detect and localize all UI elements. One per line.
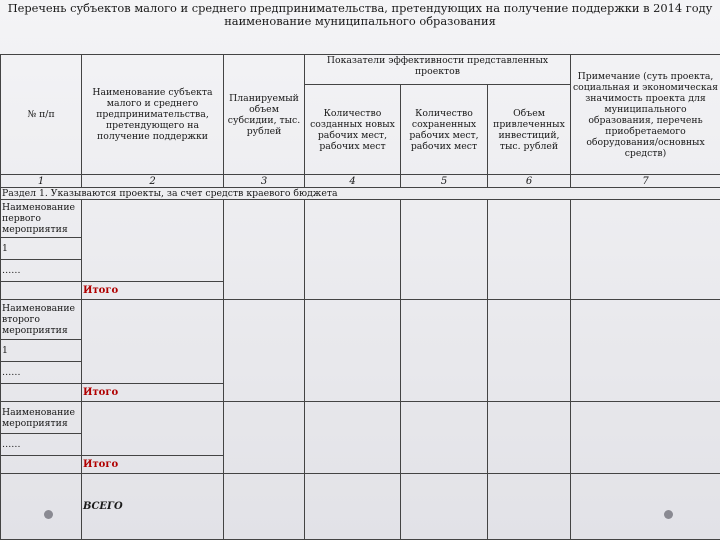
page-title (0, 2, 720, 28)
column-number: 7 (571, 175, 720, 188)
header-created-jobs: Количество созданных новых рабочих мест, рабочих мест (305, 85, 401, 175)
row-dots-cell: …… (1, 434, 82, 456)
itogo-label: Итого (82, 384, 224, 402)
slide-dot-right (664, 510, 673, 519)
table-row-total (1, 474, 720, 540)
column-number: 1 (1, 175, 82, 188)
header-num: № п/п (1, 55, 82, 175)
header-saved-jobs: Количество сохраненных рабочих мест, рабочих мест (401, 85, 488, 175)
itogo-label: Итого (82, 282, 224, 300)
itogo-label: Итого (82, 456, 224, 474)
column-number: 5 (401, 175, 488, 188)
column-number: 2 (82, 175, 224, 188)
column-numbers-row (1, 175, 720, 188)
row-dots-cell: …… (1, 260, 82, 282)
header-efficiency-group: Показатели эффективности представленных проектов (305, 55, 571, 85)
header-name: Наименование субъекта малого и среднего предпринимательства, претендующего на получение поддержки (82, 55, 224, 175)
header-note: Примечание (суть проекта, социальная и экономическая значимость проекта для муниципального образования, перечень приобретаемого оборудования/основных средств) (571, 55, 720, 175)
column-number: 3 (224, 175, 305, 188)
header-investments: Объем привлеченных инвестиций, тыс. рублей (488, 85, 571, 175)
row-dots-cell: …… (1, 362, 82, 384)
subjects-table (0, 54, 720, 540)
section-title: Раздел 1. Указываются проекты, за счет средств краевого бюджета (1, 188, 720, 200)
title-line-2: наименование муниципального образования (224, 14, 496, 28)
row-number-cell: 1 (1, 340, 82, 362)
row-number-cell: 1 (1, 238, 82, 260)
table-row (1, 200, 720, 238)
column-number: 4 (305, 175, 401, 188)
title-line-1: Перечень субъектов малого и среднего предпринимательства, претендующих на получение поддержки в 2014 году (7, 1, 713, 15)
event-name-cell: Наименование мероприятия (1, 402, 82, 434)
table-row (1, 402, 720, 434)
column-number: 6 (488, 175, 571, 188)
vsego-label: ВСЕГО (82, 474, 224, 540)
slide-dot-left (44, 510, 53, 519)
table-row (1, 300, 720, 340)
event-name-cell: Наименование первого мероприятия (1, 200, 82, 238)
header-subsidy: Планируемый объем субсидии, тыс. рублей (224, 55, 305, 175)
event-name-cell: Наименование второго мероприятия (1, 300, 82, 340)
